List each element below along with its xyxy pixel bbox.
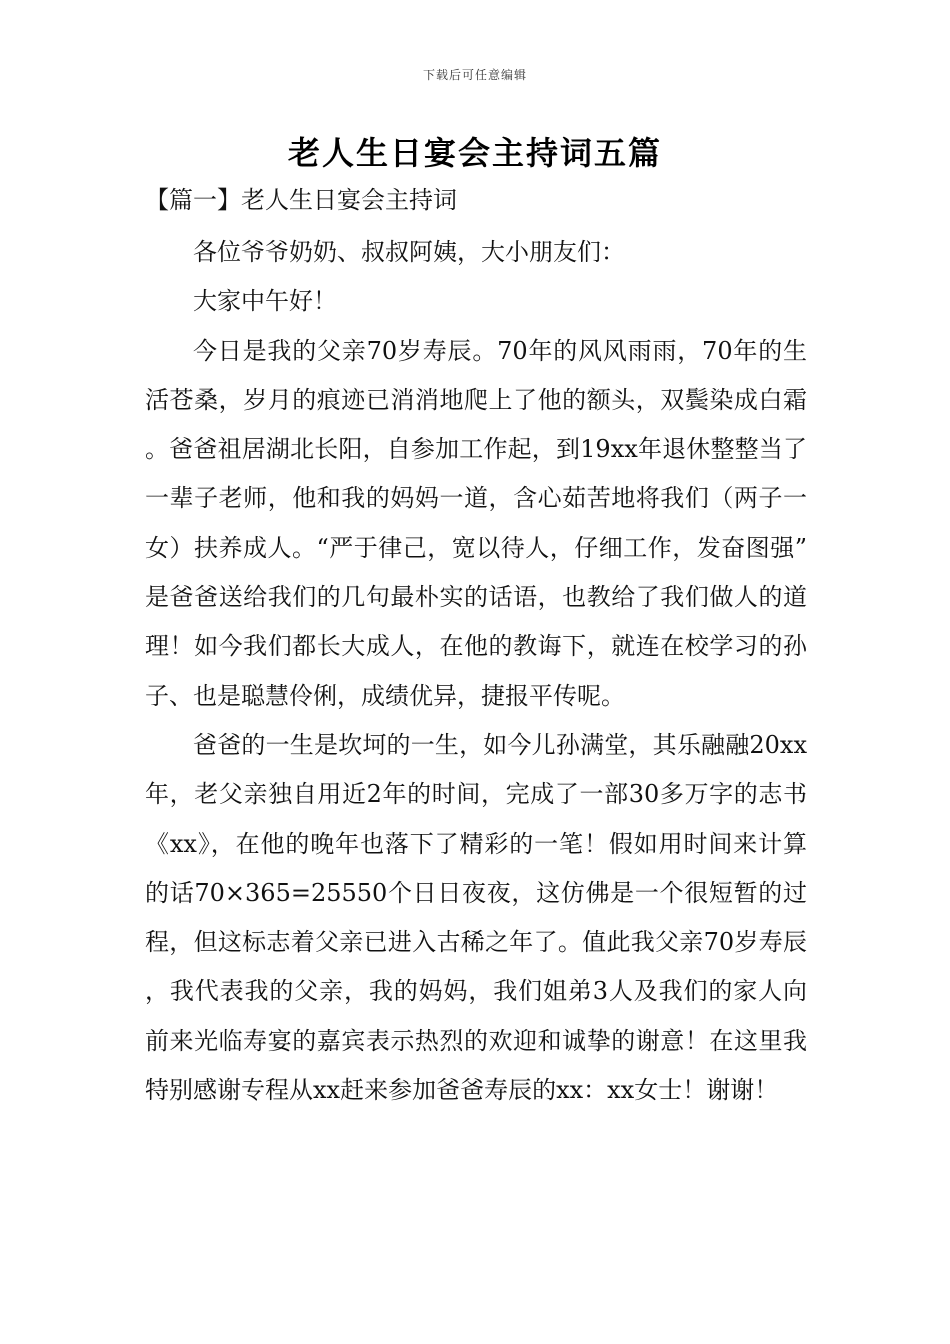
document-body	[145, 228, 807, 1115]
paragraph-father-intro: 今日是我的父亲70岁寿辰。70年的风风雨雨，70年的生活苍桑，岁月的痕迹已消消地爬上了他的额头，双鬓染成白霜。爸爸祖居湖北长阳，自参加工作起，到19xx年退休整整当了一辈子老师，他和我的妈妈一道，含心茹苦地将我们（两子一女）扶养成人。“严于律己，宽以待人，仔细工作，发奋图强”是爸爸送给我们的几句最朴实的话语，也教给了我们做人的道理！如今我们都长大成人，在他的教诲下，就连在校学习的孙子、也是聪慧伶俐，成绩优异，捷报平传呢。	[145, 336, 807, 710]
section-heading: 【篇一】老人生日宴会主持词	[145, 186, 457, 214]
header-note: 下载后可任意编辑	[422, 68, 527, 82]
paragraph-father-life: 爸爸的一生是坎坷的一生，如今儿孙满堂，其乐融融20xx年，老父亲独自用近2年的时间，完成了一部30多万字的志书《xx》，在他的晚年也落下了精彩的一笔！假如用时间来计算的话70×365=25550个日日夜夜，这仿佛是一个很短暂的过程，但这标志着父亲已进入古稀之年了。值此我父亲70岁寿辰，我代表我的父亲，我的妈妈，我们姐弟3人及我们的家人向前来光临寿宴的嘉宾表示热烈的欢迎和诚挚的谢意！在这里我特别感谢专程从xx赶来参加爸爸寿辰的xx：xx女士！谢谢！	[145, 730, 807, 1105]
paragraph-salutation: 大家中午好！	[193, 287, 337, 316]
document-title: 老人生日宴会主持词五篇	[287, 134, 662, 172]
paragraph-greeting: 各位爷爷奶奶、叔叔阿姨，大小朋友们：	[193, 238, 625, 266]
